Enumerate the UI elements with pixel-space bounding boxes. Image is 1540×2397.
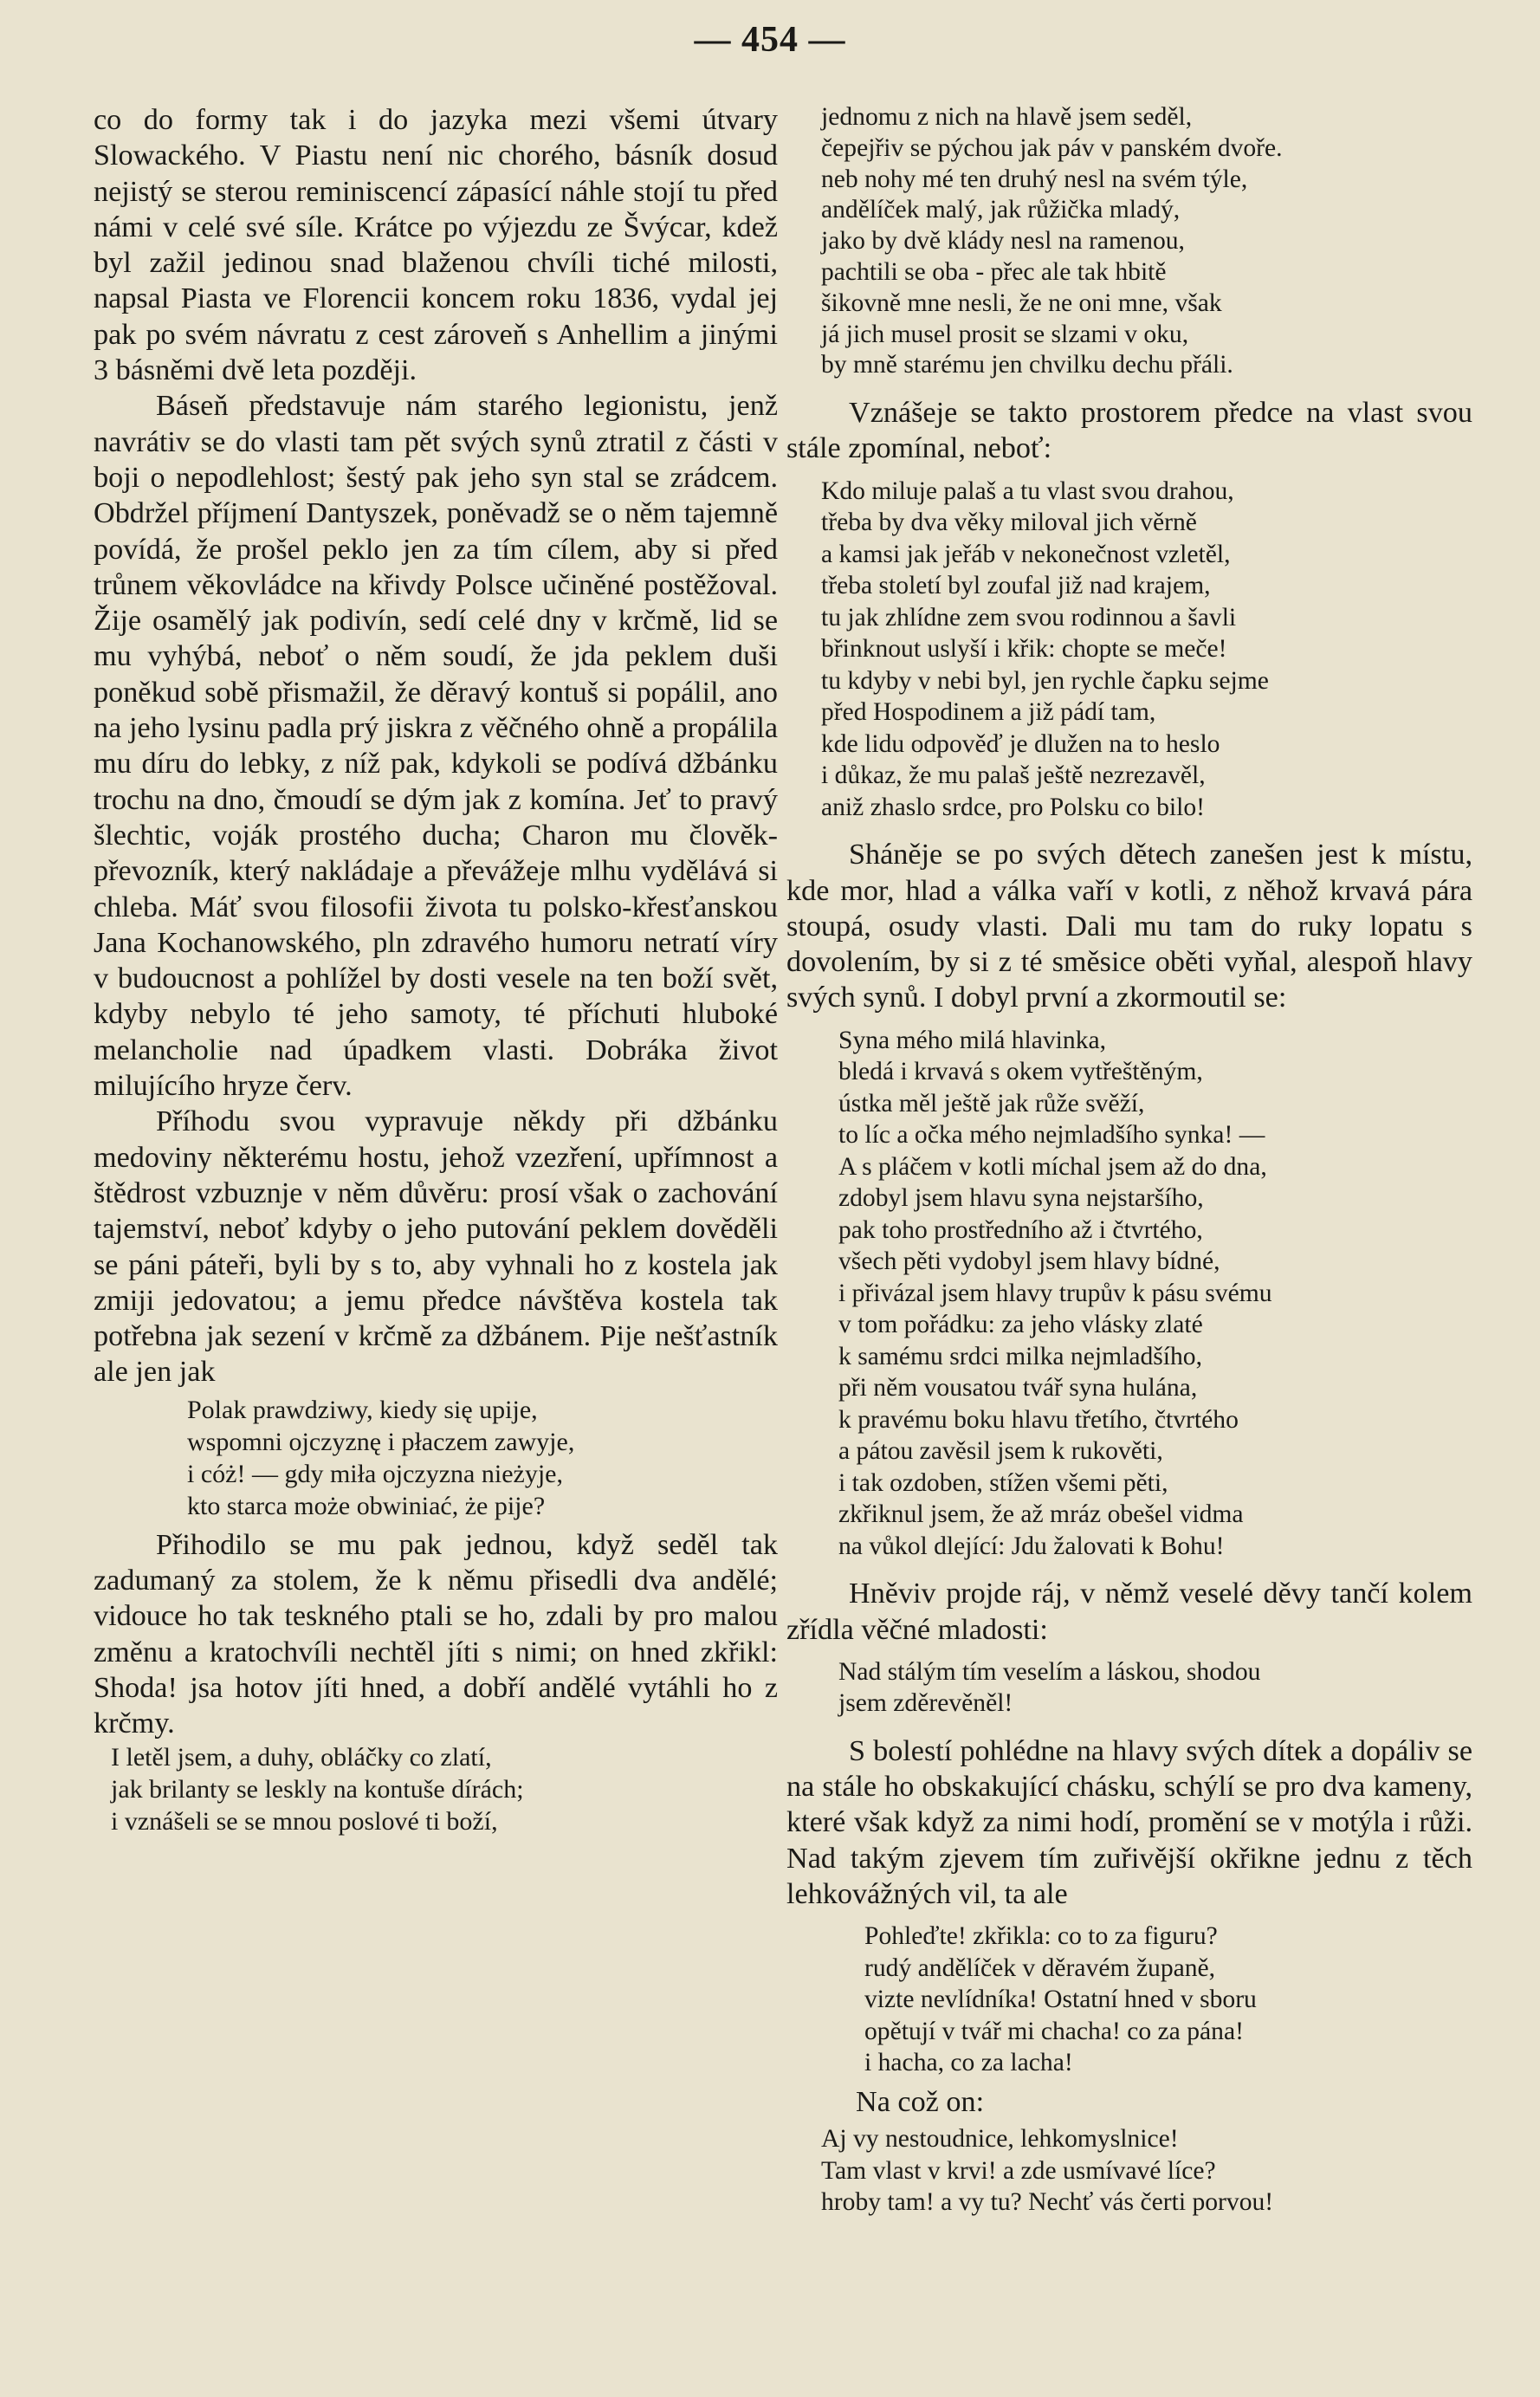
verse-line: pak toho prostředního až i čtvrtého, bbox=[838, 1215, 1203, 1244]
verse-line: i hacha, co za lacha! bbox=[864, 2049, 1073, 2077]
verse-line: kde lidu odpověď je dlužen na to heslo bbox=[821, 729, 1220, 758]
verse-line: i tak ozdoben, stížen všemi pěti, bbox=[838, 1468, 1168, 1497]
paragraph: S bolestí pohlédne na hlavy svých dítek a dopáliv se na stále ho obskakující chásku, schýlí se pro dva kameny, které však když za nimi hodí, promění se v motýla i růži. Nad takým zjevem tím zuřivější okřikne jednu z těch lehkovážných vil, ta ale bbox=[786, 1734, 1472, 1911]
verse-line: aniž zhaslo srdce, pro Polsku co bilo! bbox=[821, 793, 1205, 821]
verse-line: jsem zděrevěněl! bbox=[838, 1689, 1013, 1718]
verse-line: všech pěti vydobyl jsem hlavy bídné, bbox=[838, 1247, 1220, 1276]
paragraph: Na což on: bbox=[856, 2085, 985, 2118]
verse-quote bbox=[786, 1921, 1472, 2079]
verse-line: břinknout uslyší i křik: chopte se meče! bbox=[821, 635, 1227, 664]
verse-quote bbox=[786, 476, 1472, 824]
verse-line: jednomu z nich na hlavě jsem seděl, bbox=[821, 103, 1193, 131]
verse-line: a pátou zavěsil jsem k rukověti, bbox=[838, 1437, 1163, 1466]
verse-line: i vznášeli se se mnou poslové ti boží, bbox=[111, 1807, 498, 1837]
verse-line: šikovně mne nesli, že ne oni mne, však bbox=[821, 288, 1222, 317]
verse-quote-polish bbox=[94, 1394, 778, 1522]
paragraph: Přihodilo se mu pak jednou, když seděl tak zadumaný za stolem, že k němu přisedli dva andělé; vidouce ho tak teskného ptali se ho, zdali by pro malou změnu a kratochvíli nechtěl jíti s nimi; on hned zkřikl: Shoda! jsa hotov jíti hned, a dobří andělé vytáhli ho z krčmy. bbox=[94, 1528, 778, 1740]
verse-quote bbox=[786, 102, 1472, 381]
paragraph: Příhodu svou vypravuje někdy při džbánku medoviny některému hostu, jehož vzezření, upřímnost a štědrost vzbuznje v něm důvěru: prosí však o zachování tajemství, neboť kdyby o jeho putování peklem dověděli se páni páteři, byli by s to, aby vyhnali ho z kostela jak zmiji jedovatou; a jemu předce návštěva kostela tak potřebna jak sezení v krčmě za džbánem. Pije nešťastník ale jen jak bbox=[94, 1105, 778, 1389]
paragraph: Sháněje se po svých dětech zanešen jest k místu, kde mor, hlad a válka vaří v kotli, z něhož krvavá pára stoupá, osudy vlasti. Dali mu tam do ruky lopatu s dovolením, by si z té směsice oběti vyňal, alespoň hlavy svých synů. I dobyl první a zkormoutil se: bbox=[786, 839, 1472, 1014]
verse-line: Tam vlast v krvi! a zde usmívavé líce? bbox=[821, 2156, 1216, 2185]
verse-line: andělíček malý, jak růžička mladý, bbox=[821, 196, 1181, 224]
paragraph: Báseň představuje nám starého legionistu, jenž navrátiv se do vlasti tam pět svých synů ztratil z části v boji o nepodlehlost; šestý pak jeho syn stal se zrádcem. Obdržel příjmení Dantyszek, poněvadž se o něm tajemně povídá, že prošel peklo jen za tím cílem, aby si před trůnem věkovládce na křivdy Polsce učiněné postěžoval. Žije osamělý jak podivín, sedí celé dny v krčmě, lid se mu vyhýbá, neboť o něm soudí, že jda peklem duši poněkud sobě přismažil, že děravý kontuš si popálil, ano na jeho lysinu padla prý jiskra z věčného ohně a propálila mu díru do lebky, z níž pak, kdykoli se podívá džbánku trochu na dno, čmoudí se dým jak z komína. Jeť to pravý šlechtic, voják prostého ducha; Charon mu člověk-převozník, který nakládaje a převážeje mlhu vydělává si chleba. Máť svou filosofii života tu polsko-křesťanskou Jana Kochanowského, pln zdravého humoru netratí víry v budoucnost a pohlížel by dosti vesele na ten boží svět, kdyby nebylo té jeho samoty, té příchuti hluboké melancholie nad úpadkem vlasti. Dobráka život milujícího hryze červ. bbox=[94, 390, 778, 1103]
paragraph: Vznášeje se takto prostorem předce na vlast svou stále zpomínal, neboť: bbox=[786, 397, 1472, 465]
verse-line: Syna mého milá hlavinka, bbox=[838, 1026, 1107, 1054]
left-column bbox=[94, 102, 778, 1837]
verse-line: i cóż! — gdy miła ojczyzna nieżyje, bbox=[187, 1459, 563, 1488]
verse-line: i důkaz, že mu palaš ještě nezrezavěl, bbox=[821, 761, 1206, 790]
verse-line: jako by dvě klády nesl na ramenou, bbox=[821, 227, 1185, 256]
verse-line: ústka měl ještě jak růže svěží, bbox=[838, 1089, 1145, 1118]
verse-line: bledá i krvavá s okem vytřeštěným, bbox=[838, 1058, 1203, 1086]
verse-line: pachtili se oba - přec ale tak hbitě bbox=[821, 257, 1167, 286]
verse-line: Polak prawdziwy, kiedy się upije, bbox=[187, 1395, 538, 1424]
verse-line: zdobyl jsem hlavu syna nejstaršího, bbox=[838, 1184, 1204, 1213]
verse-line: to líc a očka mého nejmladšího synka! — bbox=[838, 1121, 1265, 1150]
verse-line: neb nohy mé ten druhý nesl na svém týle, bbox=[821, 165, 1248, 193]
verse-line: I letěl jsem, a duhy, obláčky co zlatí, bbox=[111, 1743, 492, 1772]
verse-line: v tom pořádku: za jeho vlásky zlaté bbox=[838, 1311, 1203, 1339]
verse-line: třeba by dva věky miloval jich věrně bbox=[821, 509, 1197, 537]
verse-line: Kdo miluje palaš a tu vlast svou drahou, bbox=[821, 476, 1234, 505]
verse-line: zkřiknul jsem, že až mráz obešel vidma bbox=[838, 1500, 1244, 1529]
verse-quote bbox=[786, 1656, 1472, 1720]
paragraph: Hněviv projde ráj, v němž veselé děvy tančí kolem zřídla věčné mladosti: bbox=[786, 1577, 1472, 1646]
page-number: — 454 — bbox=[694, 20, 846, 60]
verse-line: Aj vy nestoudnice, lehkomyslnice! bbox=[821, 2125, 1179, 2154]
verse-line: Pohleďte! zkřikla: co to za figuru? bbox=[864, 1922, 1218, 1951]
verse-line: rudý andělíček v děravém županě, bbox=[864, 1953, 1216, 1982]
verse-quote bbox=[94, 1741, 778, 1837]
verse-line: i přivázal jsem hlavy trupův k pásu svému bbox=[838, 1279, 1272, 1307]
verse-line: wspomni ojczyznę i płaczem zawyje, bbox=[187, 1427, 575, 1456]
verse-line: hroby tam! a vy tu? Nechť vás čerti porvou! bbox=[821, 2188, 1274, 2217]
verse-line: při něm vousatou tvář syna hulána, bbox=[838, 1374, 1198, 1403]
verse-line: na vůkol dlející: Jdu žalovati k Bohu! bbox=[838, 1532, 1225, 1560]
verse-line: Nad stálým tím veselím a láskou, shodou bbox=[838, 1657, 1261, 1686]
verse-quote bbox=[786, 1025, 1472, 1563]
right-column bbox=[786, 102, 1472, 2219]
verse-line: kto starca może obwiniać, że pije? bbox=[187, 1491, 546, 1520]
verse-line: k samému srdci milka nejmladšího, bbox=[838, 1342, 1202, 1370]
verse-line: tu kdyby v nebi byl, jen rychle čapku sejme bbox=[821, 666, 1269, 695]
verse-line: třeba století byl zoufal již nad krajem, bbox=[821, 572, 1211, 600]
verse-line: jak brilanty se leskly na kontuše dírách; bbox=[111, 1775, 524, 1804]
verse-line: A s pláčem v kotli míchal jsem až do dna, bbox=[838, 1152, 1267, 1181]
verse-line: před Hospodinem a již pádí tam, bbox=[821, 698, 1156, 727]
verse-line: opětují v tvář mi chacha! co za pána! bbox=[864, 2017, 1244, 2045]
paragraph: co do formy tak i do jazyka mezi všemi útvary Slowackého. V Piastu není nic chorého, básník dosud nejistý se sterou reminiscencí zápasící náhle stojí tu před námi v celé své síle. Krátce po výjezdu ze Švýcar, kdež byl zažil jedinou snad blaženou chvíli tiché milosti, napsal Piasta ve Florencii koncem roku 1836, vydal jej pak po svém návratu z cest zároveň s Anhellim a jinými 3 básněmi dvě leta později. bbox=[94, 104, 778, 387]
verse-line: vizte nevlídníka! Ostatní hned v sboru bbox=[864, 1986, 1257, 2014]
verse-quote bbox=[786, 2123, 1472, 2219]
verse-line: čepejřiv se pýchou jak páv v panském dvoře. bbox=[821, 133, 1283, 162]
verse-line: by mně starému jen chvilku dechu přáli. bbox=[821, 351, 1233, 379]
verse-line: tu jak zhlídne zem svou rodinnou a šavli bbox=[821, 603, 1237, 632]
verse-line: k pravému boku hlavu třetího, čtvrtého bbox=[838, 1405, 1239, 1434]
verse-line: já jich musel prosit se slzami v oku, bbox=[821, 320, 1189, 348]
verse-line: a kamsi jak jeřáb v nekonečnost vzletěl, bbox=[821, 540, 1231, 568]
